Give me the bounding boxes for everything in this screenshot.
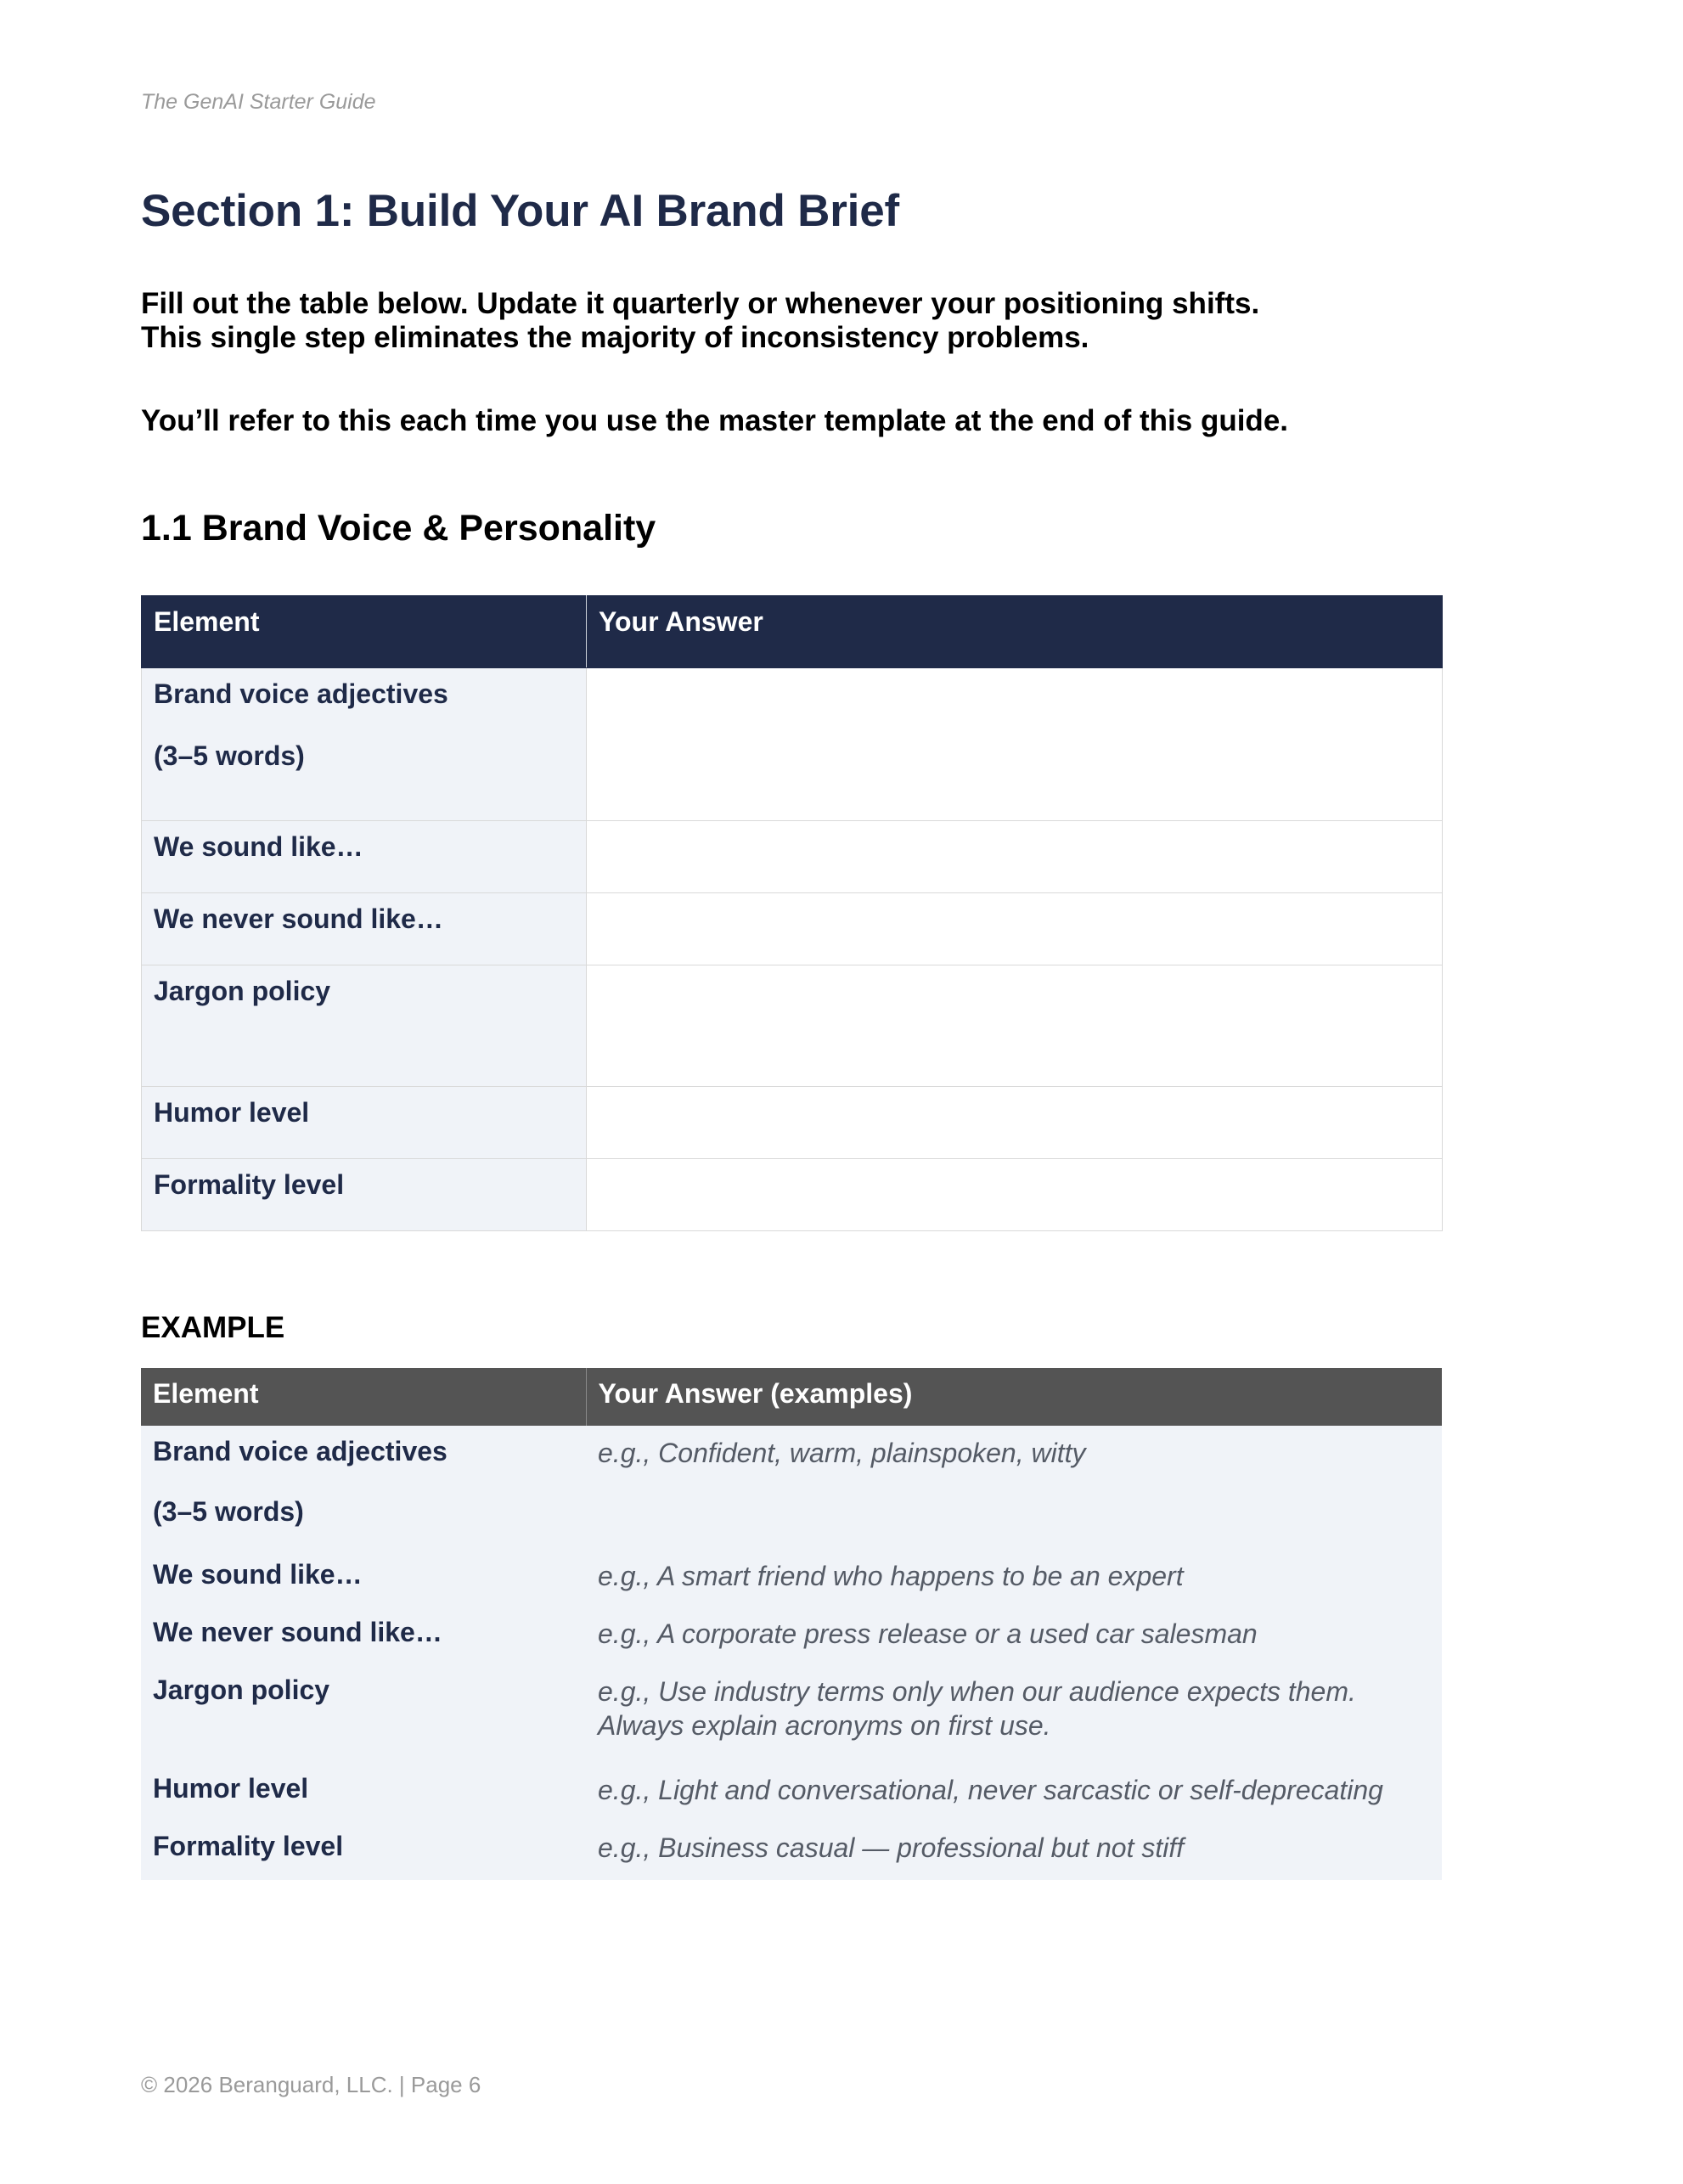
row-label-jargon-policy: Jargon policy xyxy=(142,965,587,1087)
row-label-we-sound-like: We sound like… xyxy=(142,821,587,893)
subsection-title: 1.1 Brand Voice & Personality xyxy=(141,508,656,549)
page-footer: © 2026 Beranguard, LLC. | Page 6 xyxy=(141,2072,481,2097)
answer-cell-brand-voice-adjectives[interactable] xyxy=(587,668,1443,821)
row-label-brand-voice-adjectives xyxy=(142,668,587,821)
example-line-2: Always explain acronyms on first use. xyxy=(598,1710,1051,1741)
column-header-element: Element xyxy=(142,596,587,668)
row-label-humor-level: Humor level xyxy=(142,1087,587,1159)
intro-paragraph xyxy=(141,287,1259,355)
example-cell-formality-level: e.g., Business casual — professional but not stiff xyxy=(586,1821,1442,1880)
intro-line-1: Fill out the table below. Update it quarterly or whenever your positioning shifts. xyxy=(141,287,1260,320)
running-header: The GenAI Starter Guide xyxy=(141,90,376,114)
table-row xyxy=(141,1607,1442,1664)
answer-cell-we-never-sound-like[interactable] xyxy=(587,893,1443,965)
row-label-we-sound-like: We sound like… xyxy=(141,1549,586,1607)
column-header-answer: Your Answer xyxy=(587,596,1443,668)
column-header-element: Element xyxy=(141,1368,586,1426)
row-label-humor-level: Humor level xyxy=(141,1763,586,1821)
table-row xyxy=(142,1159,1443,1231)
section-title: Section 1: Build Your AI Brand Brief xyxy=(141,186,899,236)
table-row xyxy=(141,1821,1442,1880)
row-label-hint: (3–5 words) xyxy=(154,740,305,771)
answer-cell-humor-level[interactable] xyxy=(587,1087,1443,1159)
row-label-formality-level: Formality level xyxy=(142,1159,587,1231)
table-row xyxy=(141,1426,1442,1549)
table-row xyxy=(141,1549,1442,1607)
answer-cell-we-sound-like[interactable] xyxy=(587,821,1443,893)
example-table xyxy=(141,1368,1442,1880)
answer-cell-formality-level[interactable] xyxy=(587,1159,1443,1231)
example-cell-brand-voice-adjectives: e.g., Confident, warm, plainspoken, witty xyxy=(586,1426,1442,1549)
row-label-brand-voice-adjectives xyxy=(141,1426,586,1549)
brand-brief-table xyxy=(141,595,1443,1231)
table-row xyxy=(142,821,1443,893)
table-row xyxy=(142,1087,1443,1159)
example-cell-we-sound-like: e.g., A smart friend who happens to be an expert xyxy=(586,1549,1442,1607)
row-label-hint: (3–5 words) xyxy=(153,1496,304,1527)
intro-line-3: You’ll refer to this each time you use the master template at the end of this guide. xyxy=(141,404,1289,437)
table-header-row xyxy=(141,1368,1442,1426)
row-label-we-never-sound-like: We never sound like… xyxy=(142,893,587,965)
answer-cell-jargon-policy[interactable] xyxy=(587,965,1443,1087)
table-row xyxy=(141,1763,1442,1821)
row-label-jargon-policy: Jargon policy xyxy=(141,1664,586,1763)
intro-line-2: This single step eliminates the majority of inconsistency problems. xyxy=(141,321,1089,354)
example-title: EXAMPLE xyxy=(141,1311,285,1344)
example-cell-jargon-policy xyxy=(586,1664,1442,1763)
row-label-text: Brand voice adjectives xyxy=(153,1436,447,1466)
row-label-formality-level: Formality level xyxy=(141,1821,586,1880)
table-row xyxy=(142,893,1443,965)
example-line-1: e.g., Use industry terms only when our audience expects them. xyxy=(598,1676,1356,1707)
table-row xyxy=(141,1664,1442,1763)
table-header-row xyxy=(142,596,1443,668)
table-row xyxy=(142,668,1443,821)
row-label-text: Brand voice adjectives xyxy=(154,678,448,709)
table-row xyxy=(142,965,1443,1087)
row-label-we-never-sound-like: We never sound like… xyxy=(141,1607,586,1664)
column-header-answer-examples: Your Answer (examples) xyxy=(586,1368,1442,1426)
example-cell-we-never-sound-like: e.g., A corporate press release or a used car salesman xyxy=(586,1607,1442,1664)
example-cell-humor-level: e.g., Light and conversational, never sarcastic or self-deprecating xyxy=(586,1763,1442,1821)
